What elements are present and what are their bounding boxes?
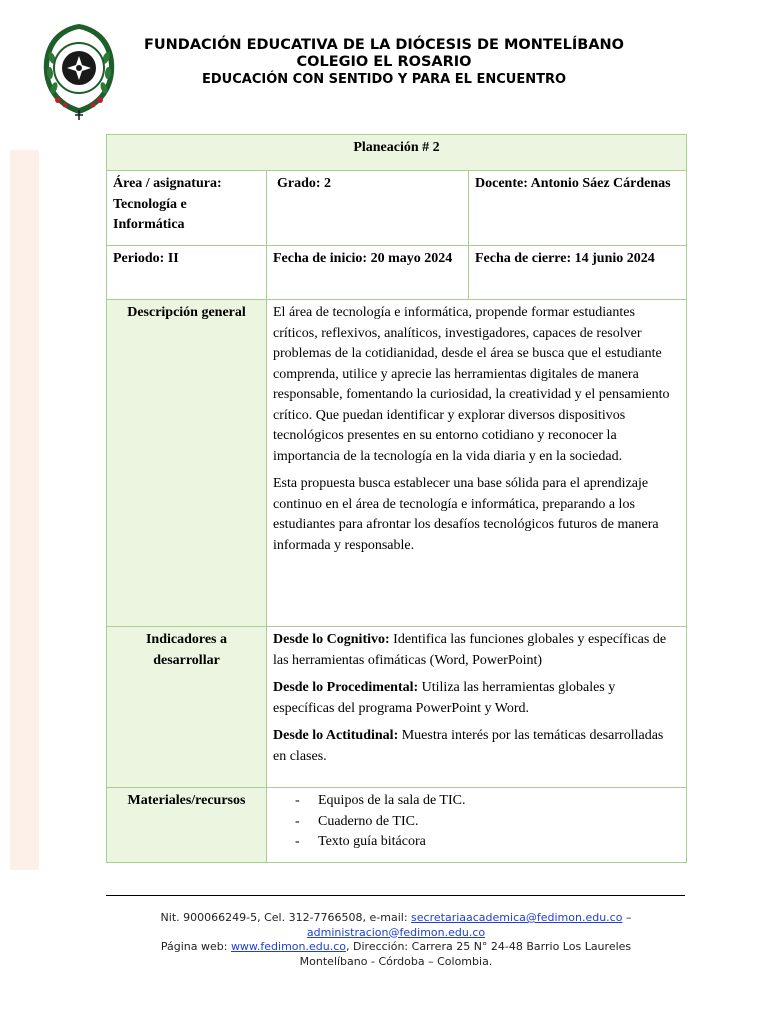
list-item: - Texto guía bitácora: [295, 832, 680, 853]
table-row: [107, 171, 687, 246]
footer-address: , Dirección: Carrera 25 N° 24-48 Barrio Los Laureles: [346, 940, 632, 953]
descripcion-content: [267, 300, 687, 627]
materiales-content: [267, 788, 687, 863]
document-footer: [106, 911, 686, 969]
footer-line-3: [106, 940, 686, 955]
materiales-label: Materiales/recursos: [107, 788, 267, 863]
footer-dash: –: [622, 911, 632, 924]
indicador-procedimental: [273, 678, 680, 719]
list-item: - Equipos de la sala de TIC.: [295, 791, 680, 812]
planning-table: [106, 134, 687, 863]
planning-title: Planeación # 2: [107, 135, 687, 171]
table-row: [107, 246, 687, 300]
procedimental-text: Utiliza las herramientas globales y específicas del programa PowerPoint y Word.: [273, 680, 616, 716]
grado-cell: Grado: 2: [267, 171, 469, 246]
foundation-name: FUNDACIÓN EDUCATIVA DE LA DIÓCESIS DE MONTELÍBANO: [143, 37, 625, 53]
actitudinal-label: Desde lo Actitudinal:: [273, 728, 399, 743]
indicador-actitudinal: [273, 726, 680, 767]
indicadores-label: Indicadores a desarrollar: [107, 627, 267, 788]
table-row: [107, 135, 687, 171]
footer-line-1: [106, 911, 686, 926]
table-row: [107, 627, 687, 788]
footer-city: Montelíbano - Córdoba – Colombia.: [299, 954, 493, 968]
footer-nit: Nit. 900066249-5, Cel. 312-7766508, e-mail:: [160, 911, 412, 924]
descripcion-paragraph-2: Esta propuesta busca establecer una base sólida para el aprendizaje continuo en el área de tecnología e informática, preparando a los estudiantes para afrontar los desafíos tecnológicos futuros de manera informada y responsable.: [273, 476, 659, 553]
cognitivo-label: Desde lo Cognitivo:: [273, 632, 390, 647]
left-margin-strip: [10, 150, 39, 870]
fecha-inicio-cell: Fecha de inicio: 20 mayo 2024: [267, 246, 469, 300]
indicadores-content: [267, 627, 687, 788]
fecha-cierre-cell: Fecha de cierre: 14 junio 2024: [469, 246, 687, 300]
descripcion-paragraph-1: El área de tecnología e informática, propende formar estudiantes críticos, reflexivos, analíticos, investigadores, capaces de resolver problemas de la cotidianidad, desde el área se busca que el estudiante comprenda, utilice y aprecie las herramientas digitales de manera responsable, fomentando la curiosidad, la creatividad y el pensamiento crítico. Que puedan identificar y explorar diversos dispositivos tecnológicos presentes en su entorno cotidiano y reconocer la importancia de la tecnología en la vida diaria y en la sociedad.: [273, 305, 670, 464]
cognitivo-text: Identifica las funciones globales y específicas de las herramientas ofimáticas (Word, PowerPoint): [273, 632, 667, 668]
docente-cell: Docente: Antonio Sáez Cárdenas: [469, 171, 687, 246]
school-motto: EDUCACIÓN CON SENTIDO Y PARA EL ENCUENTRO: [201, 72, 567, 87]
school-crest-logo: [36, 18, 122, 122]
website-link[interactable]: www.fedimon.edu.co: [230, 940, 347, 953]
footer-divider: [106, 895, 685, 896]
procedimental-label: Desde lo Procedimental:: [273, 680, 419, 695]
document-header: [120, 36, 648, 90]
indicador-cognitivo: [273, 630, 680, 671]
email-link-secretaria[interactable]: secretariaacademica@fedimon.edu.co: [411, 911, 623, 924]
descripcion-label: Descripción general: [107, 300, 267, 627]
materiales-list: [273, 791, 680, 853]
list-item: - Cuaderno de TIC.: [295, 812, 680, 833]
table-row: [107, 300, 687, 627]
periodo-cell: Periodo: II: [107, 246, 267, 300]
email-link-administracion[interactable]: administracion@fedimon.edu.co: [306, 925, 486, 939]
table-row: [107, 788, 687, 863]
school-name: COLEGIO EL ROSARIO: [296, 54, 472, 70]
actitudinal-text: Muestra interés por las temáticas desarrolladas en clases.: [273, 728, 664, 764]
footer-line-2: [106, 926, 686, 941]
footer-web-label: Página web:: [160, 940, 231, 953]
area-cell: Área / asignatura: Tecnología e Informática: [107, 171, 267, 246]
